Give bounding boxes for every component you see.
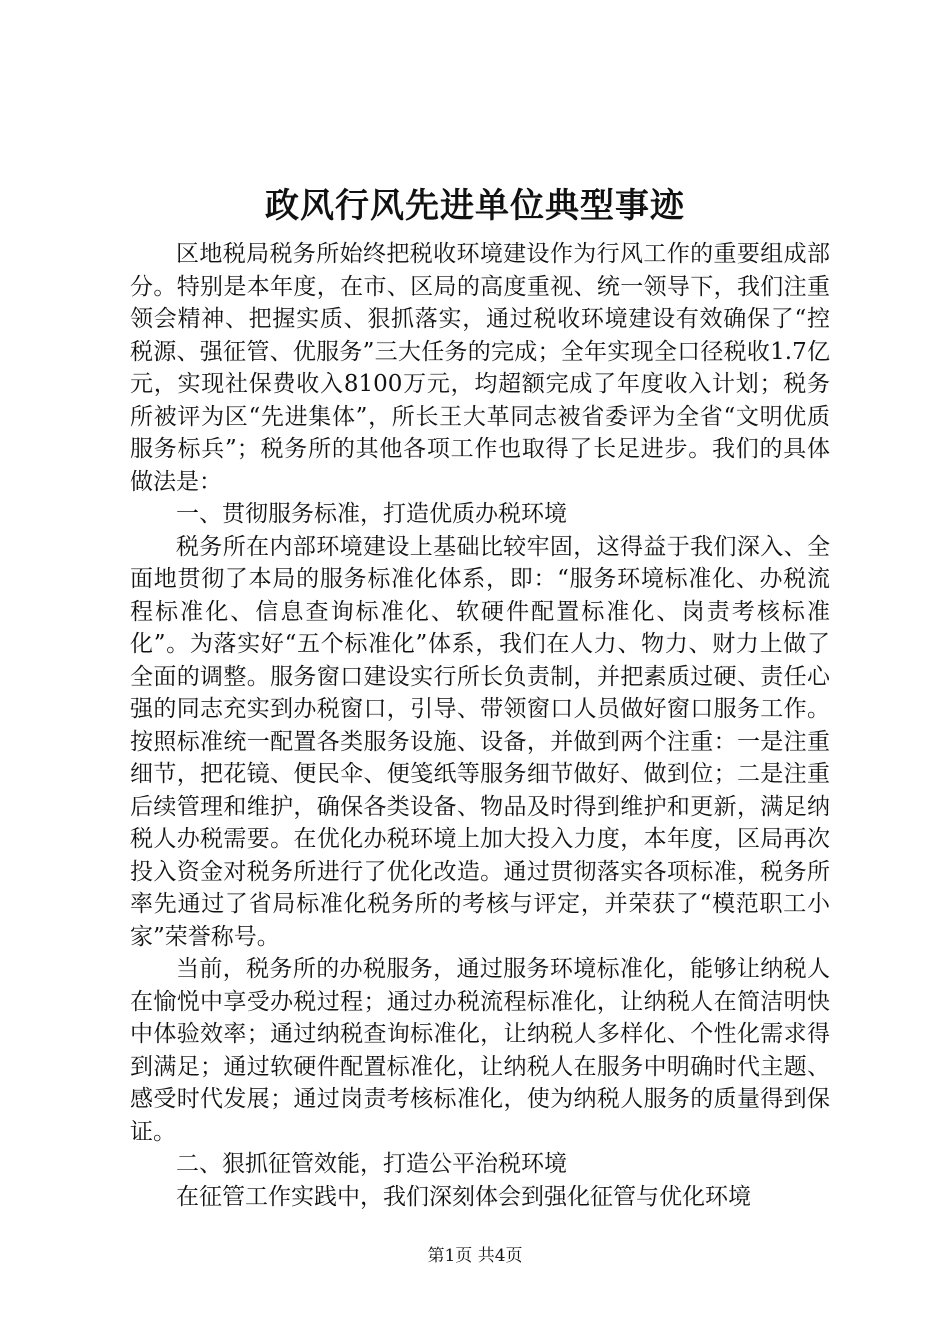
paragraph-collection-practice: 在征管工作实践中，我们深刻体会到强化征管与优化环境	[176, 1183, 751, 1210]
section-heading-1: 一、贯彻服务标准，打造优质办税环境	[176, 501, 567, 527]
document-body	[130, 238, 830, 1213]
paragraph-current-service: 当前，税务所的办税服务，通过服务环境标准化，能够让纳税人在愉悦中享受办税过程；通过办税流程标准化，让纳税人在简洁明快中体验效率；通过纳税查询标准化，让纳税人多样化、个性化需求得到满足；通过软硬件配置标准化，让纳税人在服务中明确时代主题、感受时代发展；通过岗责考核标准化，使为纳税人服务的质量得到保证。	[130, 956, 830, 1145]
paragraph-intro: 区地税局税务所始终把税收环境建设作为行风工作的重要组成部分。特别是本年度，在市、区局的高度重视、统一领导下，我们注重领会精神、把握实质、狠抓落实，通过税收环境建设有效确保了“控税源、强征管、优服务”三大任务的完成；全年实现全口径税收1.7亿元，实现社保费收入8100万元，均超额完成了年度收入计划；税务所被评为区“先进集体”，所长王大革同志被省委评为全省“文明优质服务标兵”；税务所的其他各项工作也取得了长足进步。我们的具体做法是：	[130, 241, 830, 495]
section-heading-2: 二、狠抓征管效能，打造公平治税环境	[176, 1151, 567, 1177]
paragraph-service-standards: 税务所在内部环境建设上基础比较牢固，这得益于我们深入、全面地贯彻了本局的服务标准化体系，即：“服务环境标准化、办税流程标准化、信息查询标准化、软硬件配置标准化、岗责考核标准化”。为落实好“五个标准化”体系，我们在人力、物力、财力上做了全面的调整。服务窗口建设实行所长负责制，并把素质过硬、责任心强的同志充实到办税窗口，引导、带领窗口人员做好窗口服务工作。按照标准统一配置各类服务设施、设备，并做到两个注重：一是注重细节，把花镜、便民伞、便笺纸等服务细节做好、做到位；二是注重后续管理和维护，确保各类设备、物品及时得到维护和更新，满足纳税人办税需要。在优化办税环境上加大投入力度，本年度，区局再次投入资金对税务所进行了优化改造。通过贯彻落实各项标准，税务所率先通过了省局标准化税务所的考核与评定，并荣获了“模范职工小家”荣誉称号。	[130, 533, 830, 950]
document-title: 政风行风先进单位典型事迹	[265, 186, 685, 226]
page-footer: 第1页 共4页	[427, 1246, 523, 1266]
